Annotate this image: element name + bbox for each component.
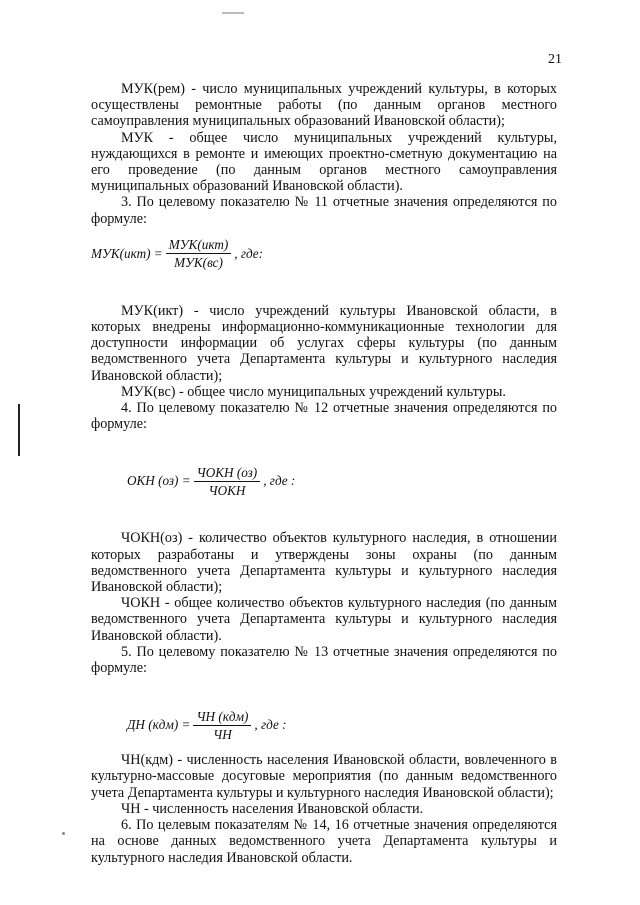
formula-denominator: ЧН <box>213 726 232 742</box>
formula-lhs: ДН (кдм) = <box>127 717 191 733</box>
formula-fraction <box>194 465 261 498</box>
formula-okn-oz <box>127 458 557 504</box>
document-body <box>91 81 557 866</box>
formula-lhs: ОКН (оз) = <box>127 473 191 489</box>
scan-artifact-dot <box>62 832 65 835</box>
formula-lhs: МУК(икт) = <box>91 245 163 261</box>
formula-muk-ikt <box>91 231 557 277</box>
formula-denominator: МУК(вс) <box>174 255 223 271</box>
scan-margin-mark <box>18 404 20 456</box>
paragraph-chn: ЧН - численность населения Ивановской области. <box>121 800 424 817</box>
formula-dn-kdm <box>127 702 557 748</box>
formula-fraction <box>193 709 251 742</box>
scan-artifact-top <box>222 12 244 14</box>
paragraph-chn-kdm: ЧН(кдм) - численность населения Ивановской области, вовлеченного в культурно-массовые досуговые мероприятия (по данным ведомственного учета Департамента культуры и культурного наследия Ивановской области); <box>91 752 557 801</box>
formula-numerator: ЧОКН (оз) <box>194 465 261 482</box>
paragraph-chokn-oz: ЧОКН(оз) - количество объектов культурного наследия, в отношении которых разработаны и утверждены зоны охраны (по данным ведомственного учета Департамента культуры и культурного наследия Ивановской области); <box>91 530 557 596</box>
paragraph-muk-ikt: МУК(икт) - число учреждений культуры Ивановской области, в которых внедрены информационно-коммуникационные технологии для доступности информации об услугах сферы культуры (по данным ведомственного учета Департамента культуры и культурного наследия Ивановской области); <box>91 302 557 384</box>
paragraph-indicator-12: 4. По целевому показателю № 12 отчетные значения определяются по формуле: <box>91 400 557 433</box>
formula-suffix: , где : <box>263 473 296 489</box>
formula-fraction <box>166 237 232 270</box>
paragraph-indicator-11: 3. По целевому показателю № 11 отчетные значения определяются по формуле: <box>91 194 557 227</box>
paragraph-muk-rem: МУК(рем) - число муниципальных учреждений культуры, в которых осуществлены ремонтные работы (по данным органов местного самоуправления муниципальных образований Ивановской области); <box>91 81 557 130</box>
paragraph-muk-vs: МУК(вс) - общее число муниципальных учреждений культуры. <box>121 383 506 400</box>
formula-numerator: МУК(икт) <box>166 237 232 254</box>
page-number: 21 <box>548 52 562 67</box>
formula-numerator: ЧН (кдм) <box>193 709 251 726</box>
paragraph-muk: МУК - общее число муниципальных учреждений культуры, нуждающихся в ремонте и имеющих проектно-сметную документацию на его проведение (по данным органов местного самоуправления муниципальных образований Ивановской области). <box>91 129 557 195</box>
paragraph-chokn: ЧОКН - общее количество объектов культурного наследия (по данным ведомственного учета Департамента культуры и культурного наследия Ивановской области). <box>91 595 557 644</box>
formula-suffix: , где : <box>254 717 287 733</box>
formula-suffix: , где: <box>234 245 264 261</box>
paragraph-indicator-14-16: 6. По целевым показателям № 14, 16 отчетные значения определяются на основе данных ведомственного учета Департамента культуры и культурного наследия Ивановской области. <box>91 817 557 866</box>
paragraph-indicator-13: 5. По целевому показателю № 13 отчетные значения определяются по формуле: <box>91 643 557 677</box>
formula-denominator: ЧОКН <box>208 482 246 498</box>
